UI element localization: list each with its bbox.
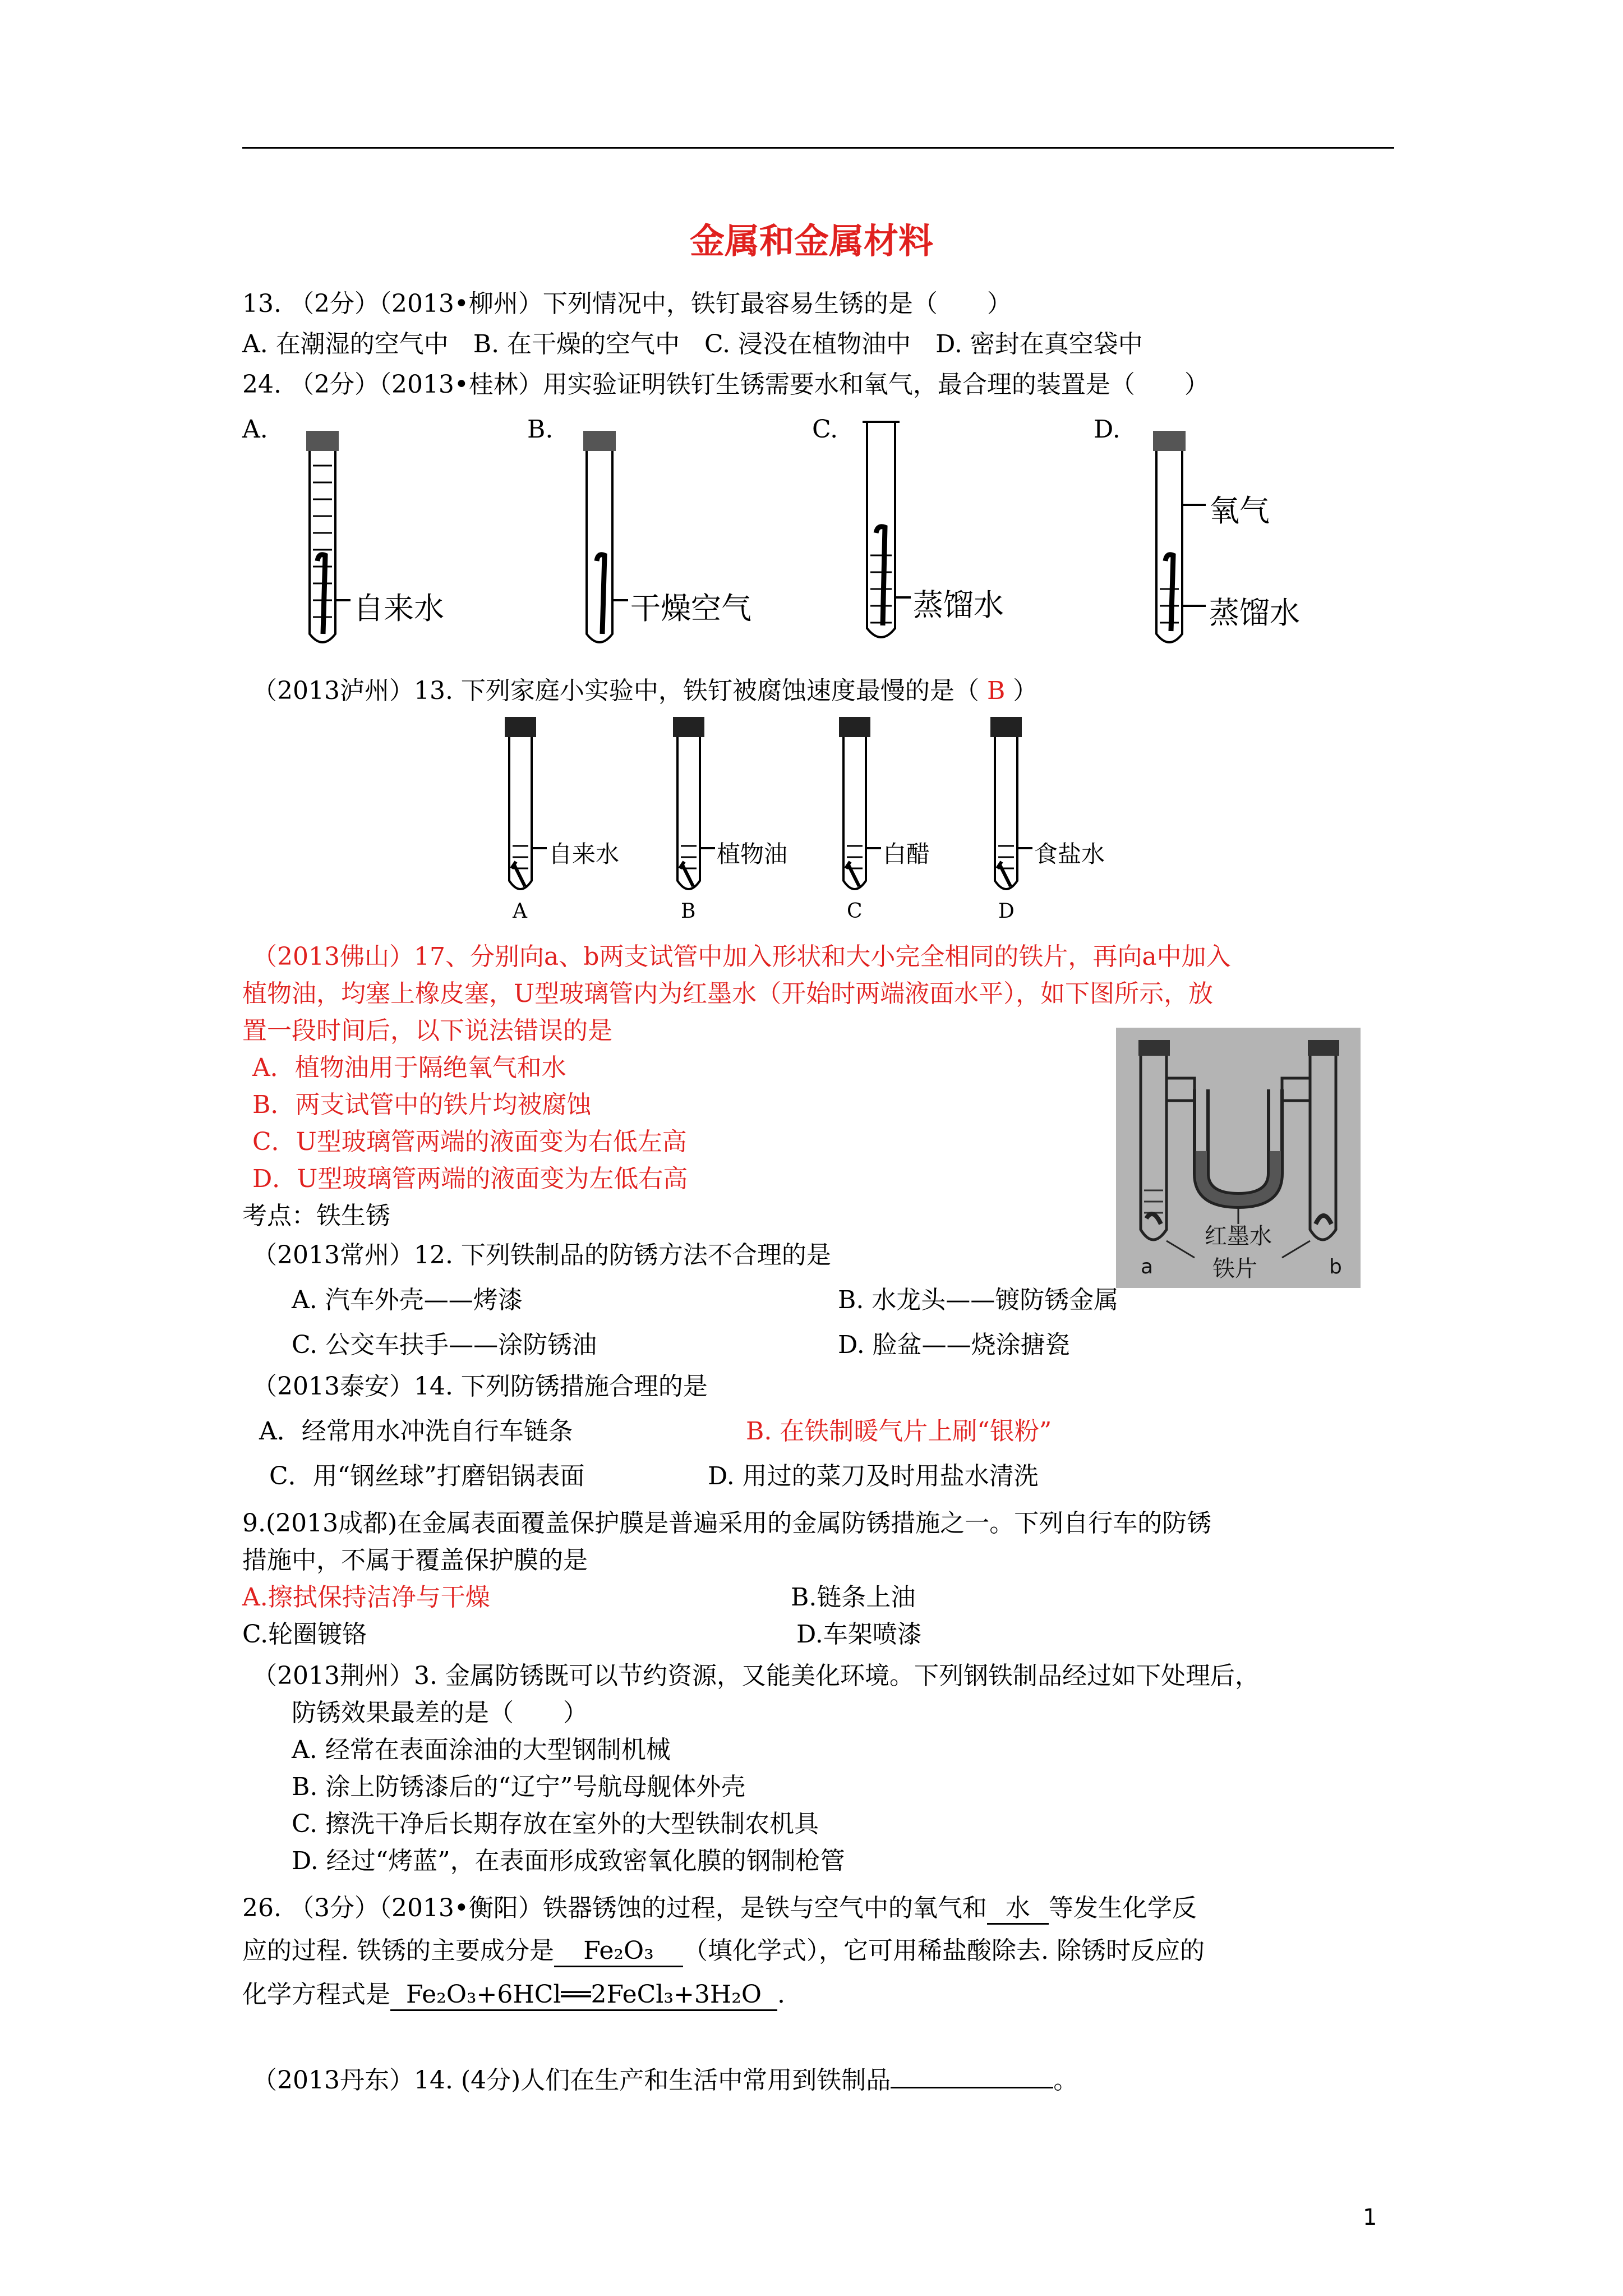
q9-line-2 — [242, 1936, 1205, 1967]
page-number: 1 — [1363, 2205, 1377, 2230]
q4-figure — [1116, 1028, 1361, 1288]
q6-stem: （2013泰安）14. 下列防锈措施合理的是 — [252, 1372, 708, 1401]
q2-tube-c-label: 蒸馏水 — [913, 587, 1004, 623]
q2-tube-a-label: 自来水 — [353, 591, 444, 626]
q9-line-3 — [242, 1980, 785, 2011]
q7-option-a: A.擦拭保持洁净与干燥 — [242, 1583, 490, 1612]
q10-stem-text: （2013丹东）14. (4分)人们在生产和生活中常用到铁制品 — [252, 2066, 891, 2095]
q5-stem: （2013常州）12. 下列铁制品的防锈方法不合理的是 — [252, 1241, 831, 1269]
q3-stem-end: ） — [1013, 677, 1038, 705]
q7-line-1: 9.(2013成都)在金属表面覆盖保护膜是普遍采用的金属防锈措施之一。下列自行车的防锈 — [242, 1509, 1212, 1538]
q4-option-a: A．植物油用于隔绝氧气和水 — [252, 1053, 566, 1082]
q4-option-b: B．两支试管中的铁片均被腐蚀 — [252, 1091, 592, 1119]
q2-tube-d — [1153, 431, 1206, 642]
q2-tube-b — [583, 431, 628, 642]
q3-letter-b: B — [681, 900, 696, 923]
q9-line-1 — [242, 1894, 1197, 1925]
q9-answer-2: Fe₂O₃ — [554, 1936, 683, 1967]
q3-answer: B — [986, 677, 1006, 705]
q4-option-c: C．U型玻璃管两端的液面变为右低左高 — [252, 1128, 687, 1156]
q4-line-2: 植物油，均塞上橡皮塞，U型玻璃管内为红墨水（开始时两端液面水平），如下图所示，放 — [242, 979, 1214, 1008]
q8-option-b: B. 涂上防锈漆后的“辽宁”号航母舰体外壳 — [292, 1773, 746, 1801]
q4-figure-label-a: a — [1141, 1255, 1154, 1278]
q10-stem — [252, 2064, 1078, 2095]
q8-line-1: （2013荆州）3. 金属防锈既可以节约资源，又能美化环境。下列钢铁制品经过如下处理后， — [252, 1662, 1260, 1690]
q9-answer-3: Fe₂O₃+6HCl══2FeCl₃+3H₂O — [390, 1980, 777, 2011]
q3-tube-b — [673, 717, 715, 889]
q4-figure-label-b: b — [1329, 1255, 1342, 1278]
q2-label-d: D. — [1094, 415, 1121, 444]
q7-option-d: D.车架喷漆 — [796, 1620, 922, 1649]
q9-line-1-b: 等发生化学反 — [1048, 1894, 1197, 1922]
q8-option-a: A. 经常在表面涂油的大型钢制机械 — [292, 1736, 671, 1764]
q1-options: A. 在潮湿的空气中 B. 在干燥的空气中 C. 浸没在植物油中 D. 密封在真空袋中 — [242, 330, 1143, 358]
q10-stem-end: 。 — [1053, 2066, 1078, 2095]
q9-line-3-b: . — [777, 1980, 785, 2009]
q3-label-d: 食盐水 — [1034, 840, 1105, 868]
q9-line-2-a: 应的过程. 铁锈的主要成分是 — [242, 1936, 554, 1965]
q3-label-b: 植物油 — [717, 840, 788, 868]
q8-line-2: 防锈效果最差的是（ ） — [292, 1699, 588, 1727]
q2-label-c: C. — [812, 415, 838, 444]
q4-figure-label-ink: 红墨水 — [1205, 1223, 1272, 1249]
q2-tube-b-label: 干燥空气 — [630, 591, 751, 626]
q3-figure — [0, 701, 1623, 937]
q4-line-3: 置一段时间后，以下说法错误的是 — [242, 1016, 612, 1045]
q2-label-b: B. — [527, 415, 554, 444]
q2-tube-d-label-bottom: 蒸馏水 — [1209, 595, 1300, 631]
q3-letter-a: A — [513, 900, 527, 923]
q9-line-1-a: 26. （3分）（2013•衡阳）铁器锈蚀的过程，是铁与空气中的氧气和 — [242, 1894, 987, 1922]
q9-line-3-a: 化学方程式是 — [242, 1980, 390, 2009]
q3-letter-d: D — [998, 900, 1015, 923]
q3-label-c: 白醋 — [883, 840, 930, 868]
q3-tube-c — [839, 717, 881, 889]
q6-option-c: C．用“钢丝球”打磨铝锅表面 — [269, 1462, 585, 1490]
q10-blank[interactable] — [891, 2064, 1053, 2088]
q6-option-b: B. 在铁制暖气片上刷“银粉” — [746, 1417, 1052, 1446]
q8-option-d: D. 经过“烤蓝”，在表面形成致密氧化膜的钢制枪管 — [292, 1847, 845, 1875]
q9-line-2-b: （填化学式），它可用稀盐酸除去. 除锈时反应的 — [683, 1936, 1205, 1965]
q3-stem-text: （2013泸州）13. 下列家庭小实验中，铁钉被腐蚀速度最慢的是（ — [252, 677, 979, 705]
q4-figure-label-iron: 铁片 — [1212, 1256, 1257, 1282]
q7-line-2: 措施中，不属于覆盖保护膜的是 — [242, 1546, 588, 1575]
q9-answer-1: 水 — [987, 1894, 1049, 1925]
q5-option-a: A. 汽车外壳——烤漆 — [292, 1286, 523, 1314]
q1-stem: 13. （2分）（2013•柳州）下列情况中，铁钉最容易生锈的是（ ） — [242, 289, 1012, 318]
q3-letter-c: C — [847, 900, 863, 923]
q5-option-d: D. 脸盆——烧涂搪瓷 — [838, 1331, 1070, 1359]
q7-option-c: C.轮圈镀铬 — [242, 1620, 367, 1649]
q4-option-d: D．U型玻璃管两端的液面变为左低右高 — [252, 1165, 688, 1193]
page-title: 金属和金属材料 — [689, 220, 933, 261]
q7-option-b: B.链条上油 — [791, 1583, 916, 1612]
q2-tube-d-label-top: 氧气 — [1209, 493, 1270, 528]
q3-label-a: 自来水 — [548, 840, 620, 868]
q5-option-c: C. 公交车扶手——涂防锈油 — [292, 1331, 597, 1359]
q4-line-1: （2013佛山）17、分别向a、b两支试管中加入形状和大小完全相同的铁片，再向a中加入 — [252, 942, 1231, 971]
q2-label-a: A. — [242, 415, 268, 444]
q2-tube-c — [863, 422, 911, 637]
q6-option-d: D. 用过的菜刀及时用盐水清洗 — [708, 1462, 1039, 1490]
q5-option-b: B. 水龙头——镀防锈金属 — [838, 1286, 1119, 1314]
q3-tube-a — [505, 717, 547, 889]
q2-figure — [0, 0, 1623, 673]
q8-option-c: C. 擦洗干净后长期存放在室外的大型铁制农机具 — [292, 1810, 819, 1838]
q4-point: 考点：铁生锈 — [242, 1202, 390, 1230]
q6-option-a: A．经常用水冲洗自行车链条 — [259, 1417, 573, 1446]
q2-tube-a — [306, 431, 351, 642]
q2-stem: 24. （2分）（2013•桂林）用实验证明铁钉生锈需要水和氧气，最合理的装置是（ ） — [242, 370, 1209, 399]
q3-tube-d — [990, 717, 1032, 889]
